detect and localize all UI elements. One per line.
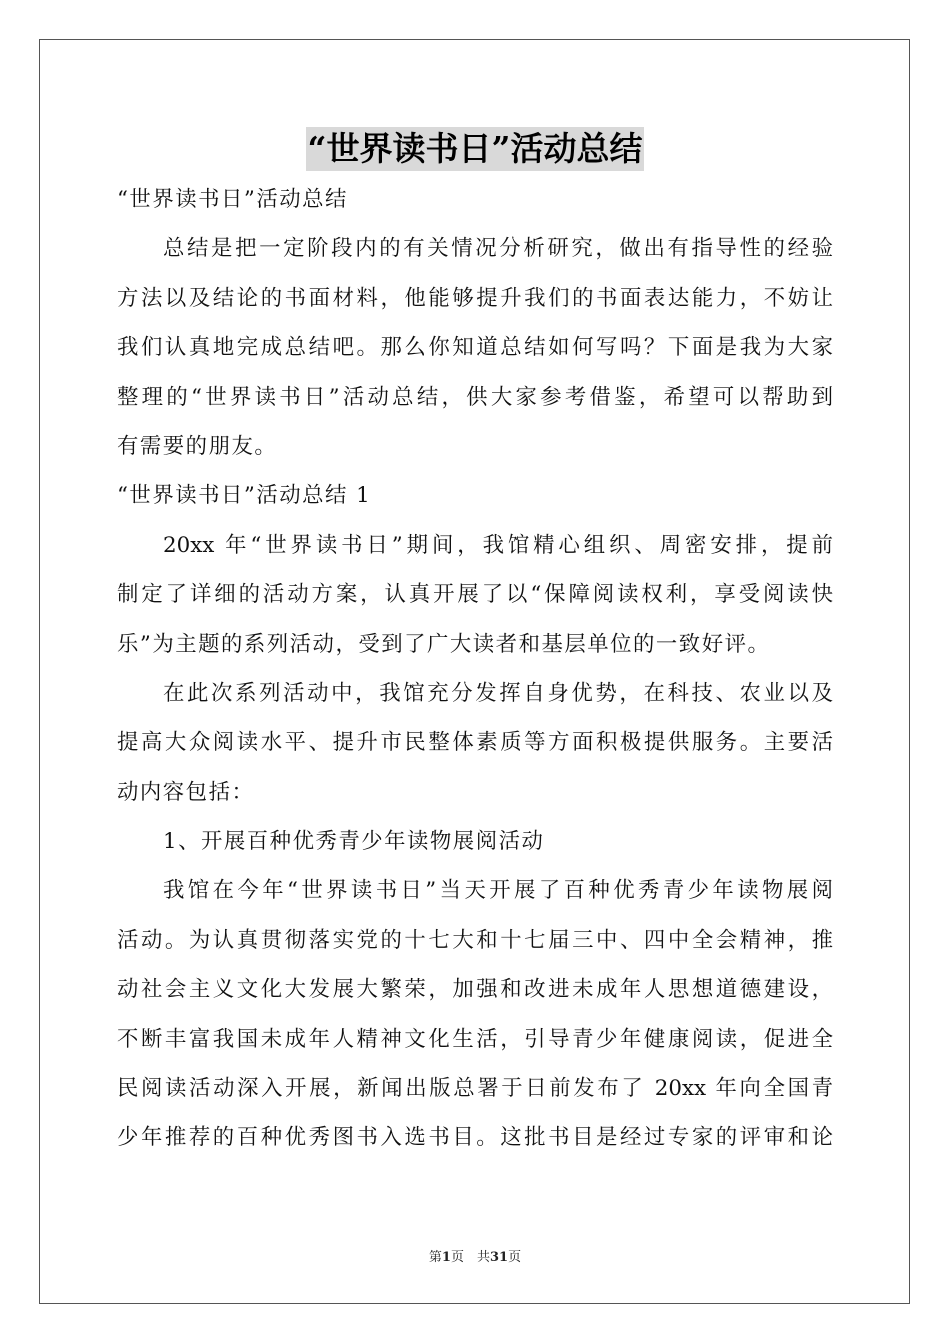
text-line: 在此次系列活动中，我馆充分发挥自身优势，在科技、农业以及	[163, 680, 833, 706]
text-line: 1、开展百种优秀青少年读物展阅活动	[163, 829, 545, 855]
text-line: 乐”为主题的系列活动，受到了广大读者和基层单位的一致好评。	[117, 631, 771, 657]
footer-suffix: 页	[508, 1250, 522, 1265]
title-container	[0, 127, 950, 171]
text-line: 20xx 年“世界读书日”期间，我馆精心组织、周密安排，提前	[163, 532, 833, 558]
text-line: 我馆在今年“世界读书日”当天开展了百种优秀青少年读物展阅	[163, 878, 833, 904]
footer-total-pages: 31	[489, 1250, 509, 1265]
text-line: 动社会主义文化大发展大繁荣，加强和改进未成年人思想道德建设，	[117, 977, 833, 1003]
footer-page-number: 1	[441, 1250, 451, 1265]
page-footer	[0, 1246, 950, 1265]
document-title: “世界读书日”活动总结	[306, 127, 645, 171]
text-line: 民阅读活动深入开展，新闻出版总署于日前发布了 20xx 年向全国青	[117, 1076, 833, 1102]
text-line: 有需要的朋友。	[117, 433, 278, 459]
text-line: 提高大众阅读水平、提升市民整体素质等方面积极提供服务。主要活	[117, 730, 833, 756]
document-body	[117, 175, 833, 1163]
text-line: “世界读书日”活动总结 1	[117, 483, 372, 509]
text-line: 方法以及结论的书面材料，他能够提升我们的书面表达能力，不妨让	[117, 285, 833, 311]
text-line: 我们认真地完成总结吧。那么你知道总结如何写吗？下面是我为大家	[117, 335, 833, 361]
footer-prefix: 第	[428, 1250, 442, 1265]
text-line: 总结是把一定阶段内的有关情况分析研究，做出有指导性的经验	[163, 236, 833, 262]
text-line: “世界读书日”活动总结	[117, 187, 348, 212]
text-line: 动内容包括：	[117, 779, 255, 805]
footer-mid: 页 共	[450, 1250, 490, 1265]
text-line: 制定了详细的活动方案，认真开展了以“保障阅读权利，享受阅读快	[117, 582, 833, 608]
text-line: 少年推荐的百种优秀图书入选书目。这批书目是经过专家的评审和论	[117, 1125, 833, 1151]
text-line: 活动。为认真贯彻落实党的十七大和十七届三中、四中全会精神，推	[117, 927, 833, 953]
text-line: 整理的“世界读书日”活动总结，供大家参考借鉴，希望可以帮助到	[117, 384, 833, 410]
text-line: 不断丰富我国未成年人精神文化生活，引导青少年健康阅读，促进全	[117, 1026, 833, 1052]
